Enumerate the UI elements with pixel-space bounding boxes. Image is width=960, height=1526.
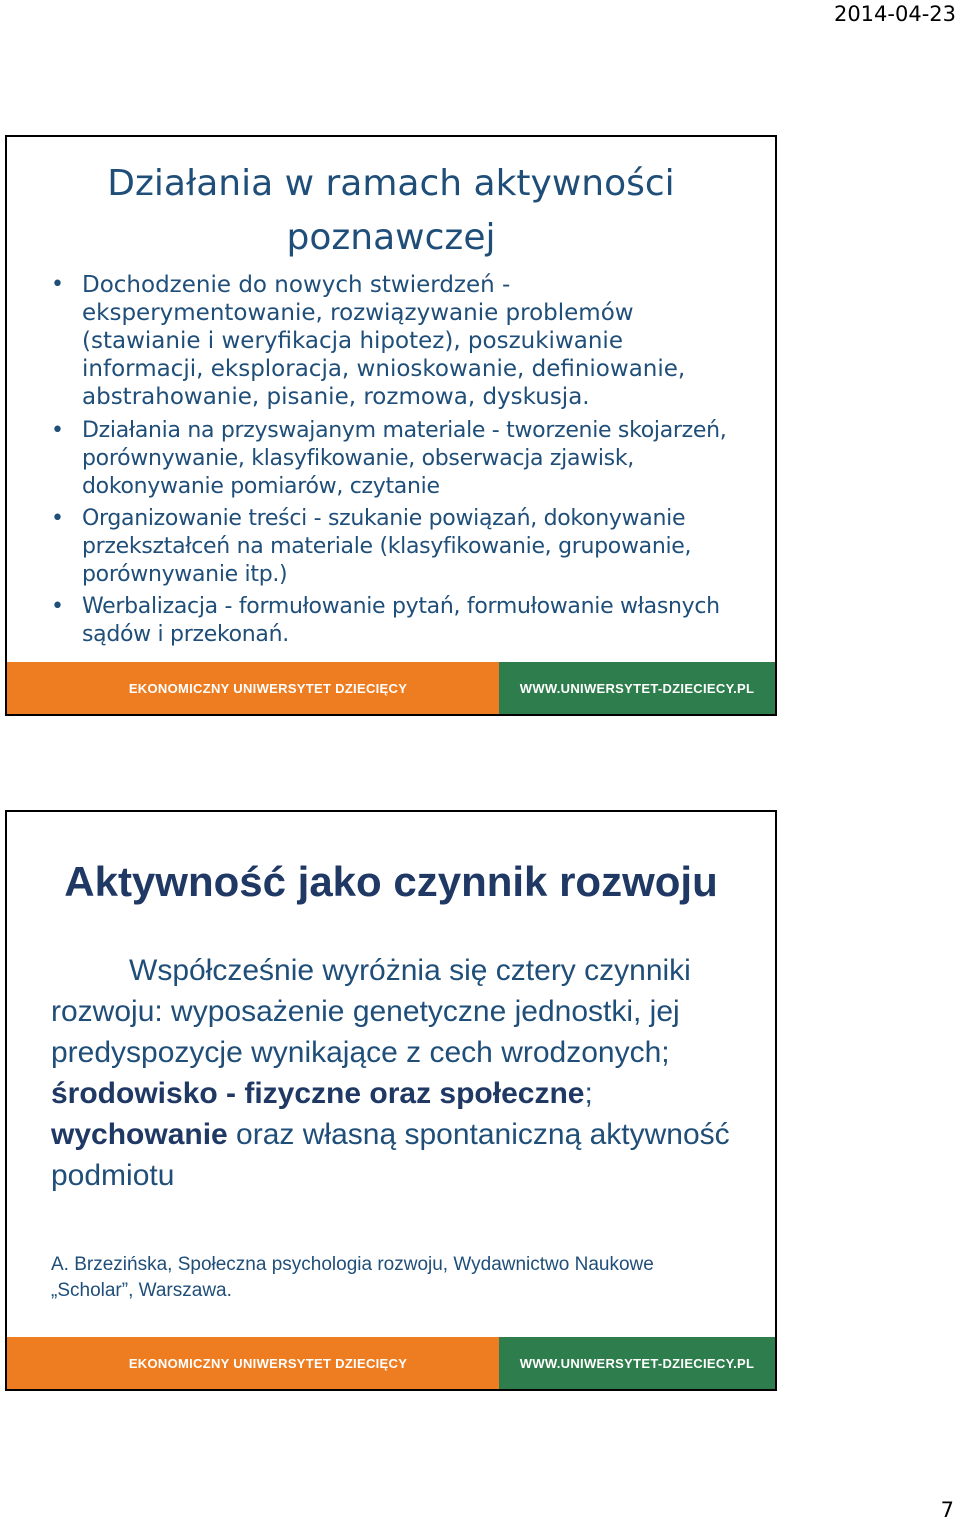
slide-2-body [51, 950, 745, 1196]
slide-2-footer [7, 1337, 775, 1389]
bullet-text: Działania na przyswajanym materiale - tworzenie skojarzeń, porównywanie, klasyfikowanie, obserwacja zjawisk, dokonywanie pomiarów, czytanie [82, 418, 727, 499]
body-text-upbringing-bold: wychowanie [51, 1118, 228, 1151]
bullet-text: Werbalizacja - formułowanie pytań, formułowanie własnych sądów i przekonań. [82, 594, 720, 647]
body-text-intro: Współcześnie wyróżnia się cztery czynniki rozwoju: wyposażenie genetyczne jednostki, jej predyspozycje wynikające z cech wrodzonych; [51, 954, 691, 1069]
footer-website-link[interactable]: WWW.UNIWERSYTET-DZIECIECY.PL [499, 1337, 775, 1389]
slide-1-bullet-list [51, 271, 745, 653]
citation: A. Brzezińska, Społeczna psychologia rozwoju, Wydawnictwo Naukowe „Scholar”, Warszawa. [51, 1254, 654, 1301]
footer-website-link[interactable]: WWW.UNIWERSYTET-DZIECIECY.PL [499, 662, 775, 714]
body-text-separator: ; [584, 1077, 593, 1110]
bullet-item [51, 271, 745, 411]
slide-1-footer [7, 662, 775, 714]
body-text-ending: oraz własną spontaniczną aktywność podmiotu [51, 1118, 730, 1192]
slide-2-title: Aktywność jako czynnik rozwoju [64, 858, 718, 905]
bullet-dot-icon: • [51, 418, 64, 443]
body-text-environment-bold: środowisko - fizyczne oraz społeczne [51, 1077, 585, 1110]
header-date: 2014-04-23 [833, 2, 956, 26]
bullet-dot-icon: • [51, 506, 64, 531]
slide-1 [5, 135, 777, 716]
bullet-item [51, 417, 745, 501]
bullet-item [51, 505, 745, 589]
slide-2 [5, 810, 777, 1391]
footer-institution-label: EKONOMICZNY UNIWERSYTET DZIECIĘCY [7, 662, 499, 714]
slide-1-title: Działania w ramach aktywności poznawczej [107, 163, 675, 258]
bullet-dot-icon: • [51, 272, 64, 297]
bullet-dot-icon: • [51, 594, 64, 619]
page-number: 7 [940, 1498, 954, 1522]
bullet-text: Organizowanie treści - szukanie powiązań, dokonywanie przekształceń na materiale (klasyfikowanie, grupowanie, porównywanie itp.) [82, 506, 692, 587]
footer-institution-label: EKONOMICZNY UNIWERSYTET DZIECIĘCY [7, 1337, 499, 1389]
bullet-item [51, 593, 745, 649]
bullet-text: Dochodzenie do nowych stwierdzeń - eksperymentowanie, rozwiązywanie problemów (stawianie i weryfikacja hipotez), poszukiwanie informacji, eksploracja, wnioskowanie, definiowanie, abstrahowanie, pisanie, rozmowa, dyskusja. [82, 272, 686, 410]
